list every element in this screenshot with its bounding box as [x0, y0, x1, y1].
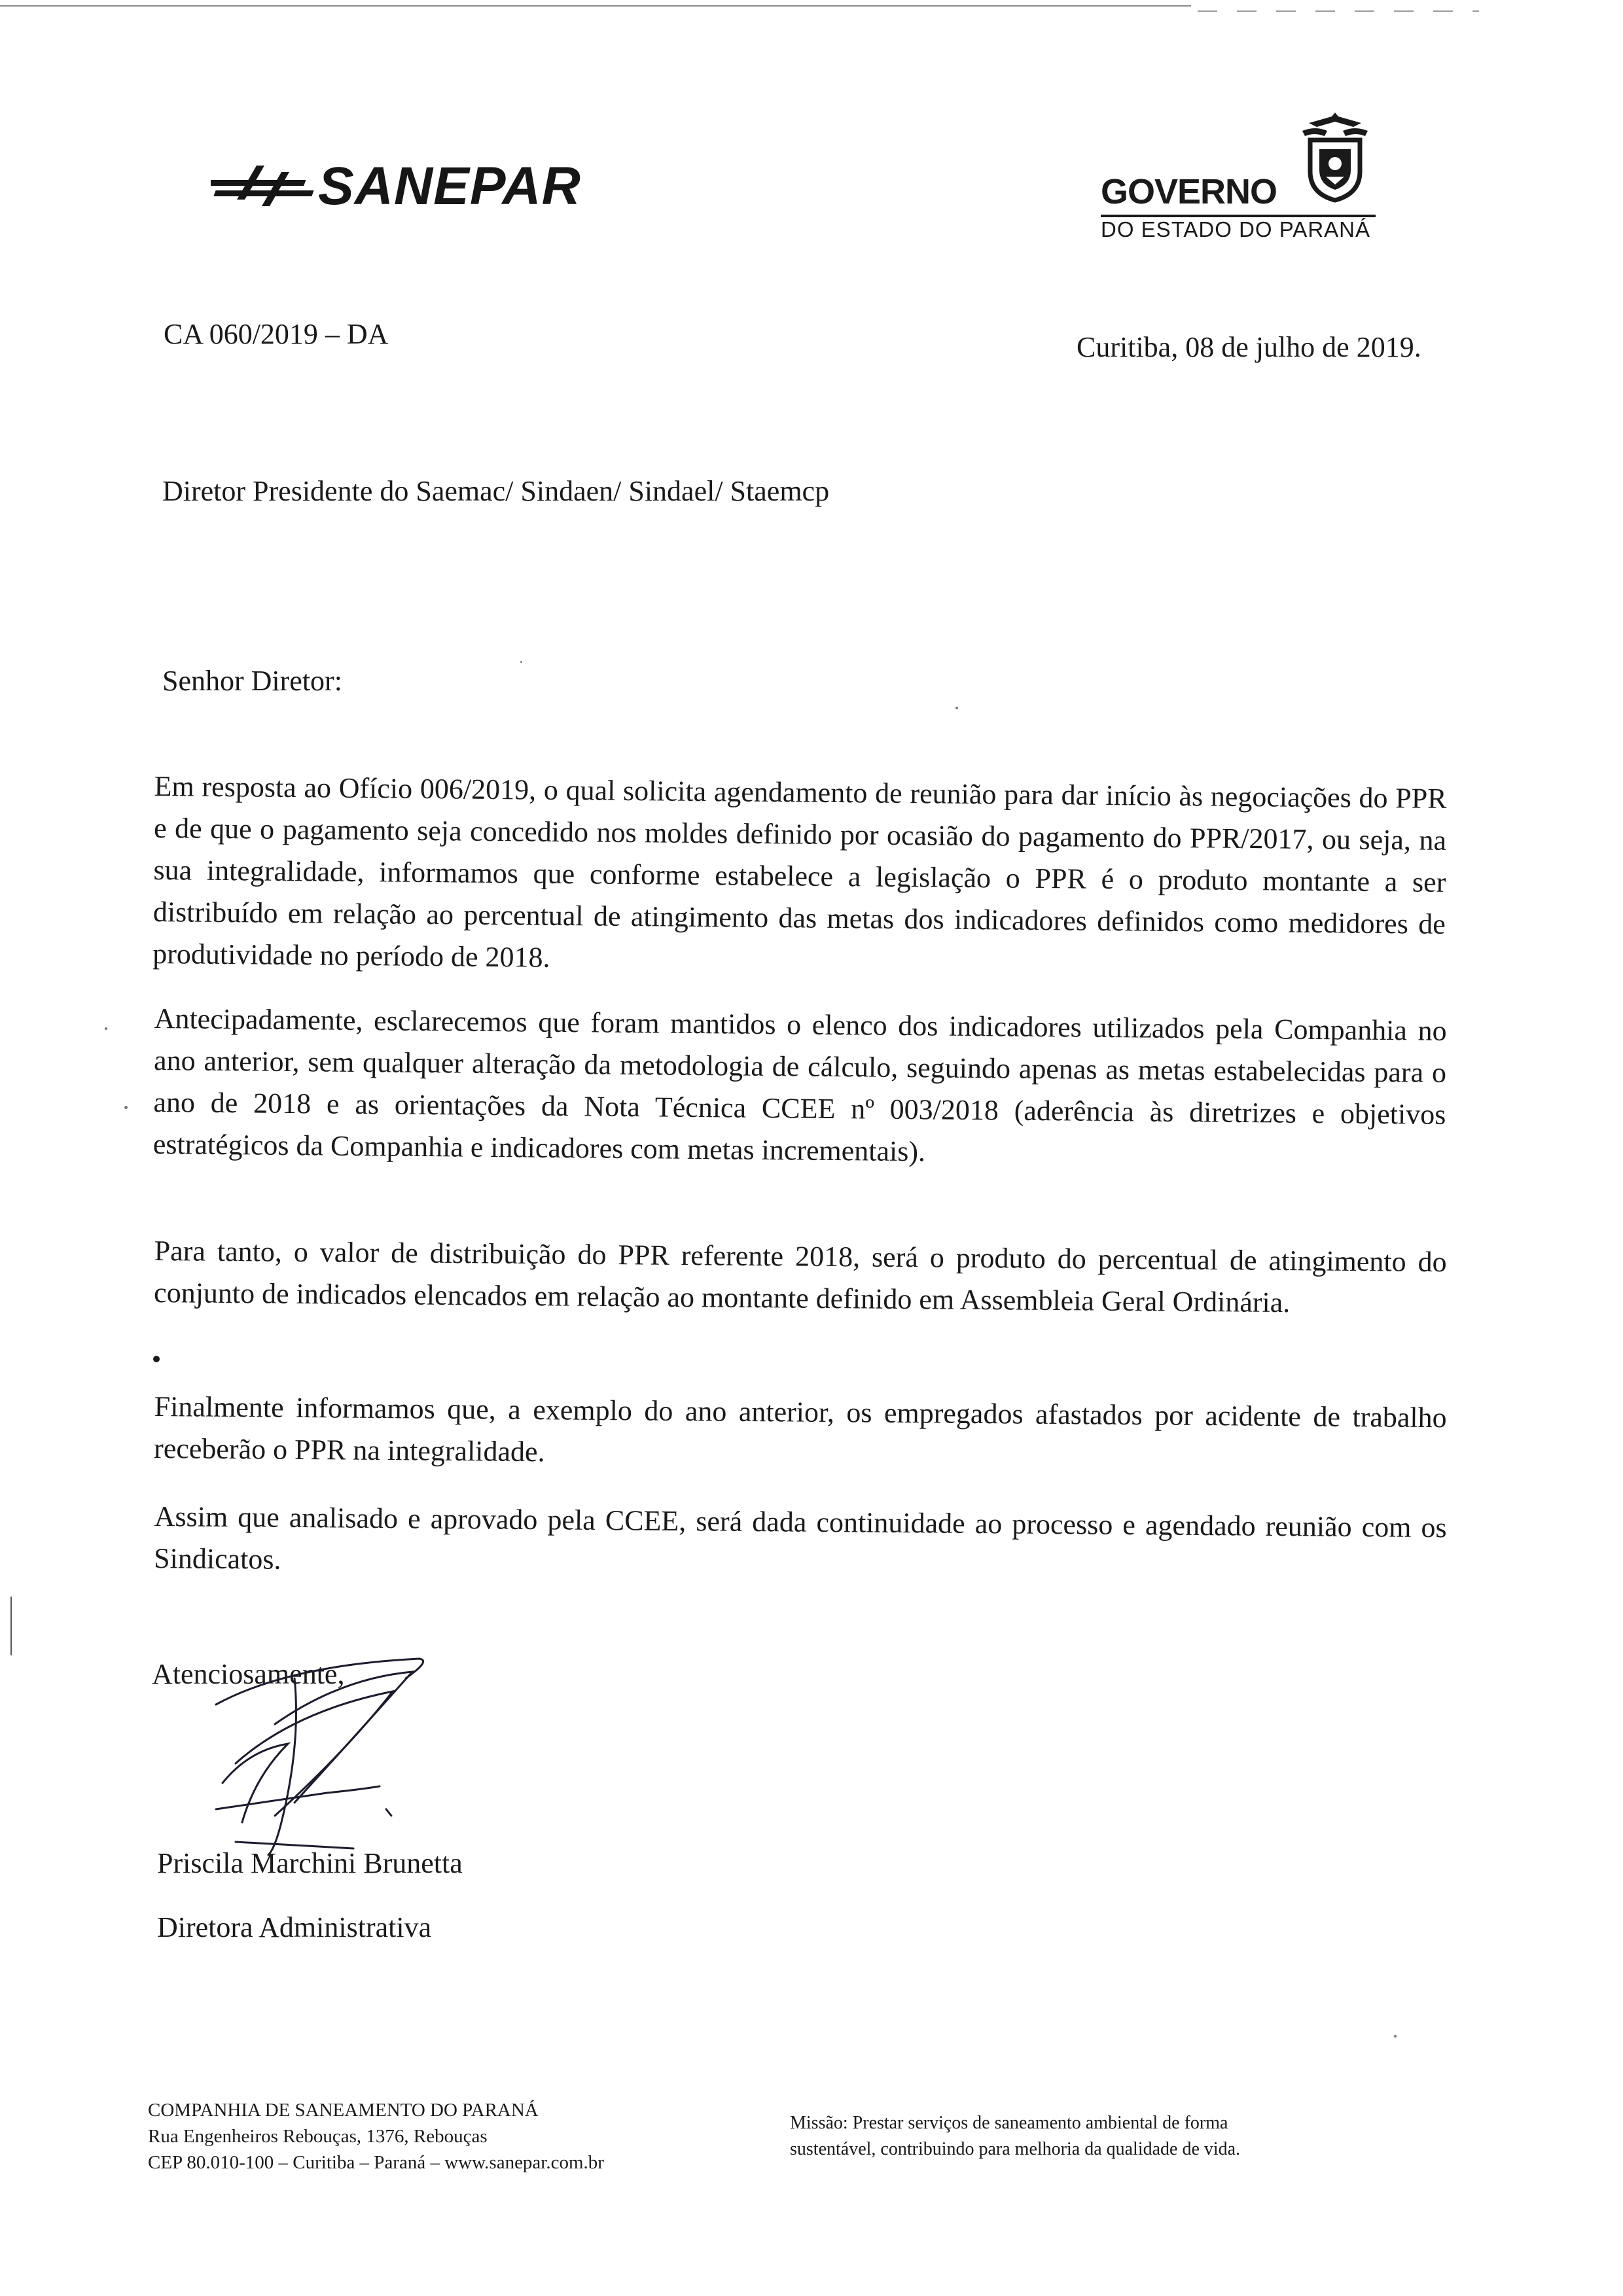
government-logo-title: GOVERNO: [1101, 172, 1277, 211]
state-coat-of-arms-icon: [1296, 111, 1374, 203]
footer-mission-line: Missão: Prestar serviços de saneamento ambiental de forma: [790, 2113, 1228, 2133]
scan-border-line: [0, 5, 1623, 8]
letter-salutation: Senhor Diretor:: [162, 665, 342, 697]
letter-date: Curitiba, 08 de julho de 2019.: [1077, 331, 1421, 363]
sanepar-logo-text: SANEPAR: [318, 156, 581, 216]
footer-mission: [790, 2110, 1313, 2163]
scan-margin-mark: [10, 1597, 12, 1655]
letter-addressee: Diretor Presidente do Saemac/ Sindaen/ Sindael/ Staemcp: [162, 475, 830, 507]
scan-speck: [955, 707, 958, 709]
government-logo-subtitle: DO ESTADO DO PARANÁ: [1101, 217, 1371, 241]
sanepar-logo: [211, 147, 581, 226]
footer-address: Rua Engenheiros Rebouças, 1376, Rebouças: [148, 2126, 488, 2147]
footer-company-name: COMPANHIA DE SANEAMENTO DO PARANÁ: [148, 2100, 539, 2121]
footer-company-info: [148, 2097, 604, 2176]
body-paragraph: Antecipadamente, esclarecemos que foram mantidos o elenco dos indicadores utilizados pela Companhia no ano anterior, sem qualquer alteração da metodologia de cálculo, seguindo apenas as metas estabelecidas para o ano de 2018 e as orientações da Nota Técnica CCEE nº 003/2018 (aderência às diretrizes e objetivos estratégicos da Companhia e indicadores com metas incrementais).: [152, 1002, 1447, 1168]
scan-speck: [520, 661, 522, 663]
ink-dot: [153, 1356, 160, 1362]
sanepar-emblem-icon: [211, 154, 322, 219]
scan-speck: [105, 1027, 107, 1030]
footer-mission-line: sustentável, contribuindo para melhoria da qualidade de vida.: [790, 2139, 1241, 2159]
body-paragraph: Para tanto, o valor de distribuição do PPR referente 2018, será o produto do percentual de atingimento do conjunto de indicados elencados em relação ao montante definido em Assembleia Geral Ordinária.: [153, 1234, 1447, 1319]
government-logo: [1099, 111, 1400, 249]
signer-name: Priscila Marchini Brunetta: [157, 1847, 463, 1879]
letter-closing: Atenciosamente,: [152, 1658, 345, 1690]
scan-speck: [1394, 2035, 1397, 2038]
body-paragraph: Assim que analisado e aprovado pela CCEE, será dada continuidade ao processo e agendado reunião com os Sindicatos.: [153, 1500, 1447, 1576]
scan-speck: [124, 1106, 128, 1109]
signer-role: Diretora Administrativa: [157, 1911, 432, 1943]
body-paragraph: Em resposta ao Ofício 006/2019, o qual solicita agendamento de reunião para dar início às negociações do PPR e de que o pagamento seja concedido nos moldes definido por ocasião do pagamento do PPR/2017, ou seja, na sua integralidade, informamos que conforme estabelece a legislação o PPR é o produto montante a ser distribuído em relação ao percentual de atingimento das metas dos indicadores definidos como medidores de produtividade no período de 2018.: [152, 769, 1447, 974]
body-paragraph: Finalmente informamos que, a exemplo do ano anterior, os empregados afastados por acidente de trabalho receberão o PPR na integralidade.: [153, 1390, 1447, 1468]
letter-reference: CA 060/2019 – DA: [164, 318, 389, 350]
handwritten-signature: [196, 1652, 478, 1868]
footer-postal-website: CEP 80.010-100 – Curitiba – Paraná – www.sanepar.com.br: [148, 2152, 604, 2173]
